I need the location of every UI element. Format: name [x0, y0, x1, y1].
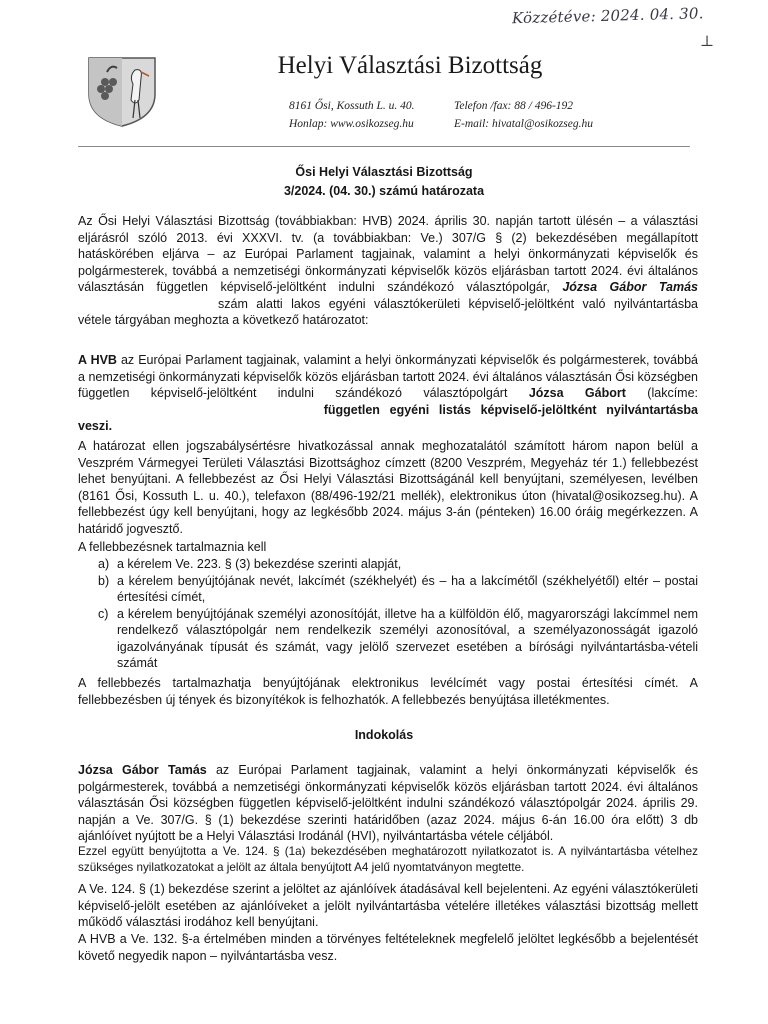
- decision-text: az Európai Parlament tagjainak, valamint a helyi önkormányzati képviselők és polgármesterek, továbbá a nemzetiségi önkormányzati képviselők közös eljárásban tartott 2024. évi általános választásán Ősi községben független képviselő-jelöltként indulni szándékozó választópolgárt: [78, 353, 698, 400]
- decision-subject: A HVB: [78, 353, 117, 367]
- resolution-number: 3/2024. (04. 30.) számú határozata: [283, 184, 485, 198]
- letterhead-contact-block: [454, 97, 593, 133]
- reasoning-submission-paragraph: A Ve. 124. § (1) bekezdése szerint a jelöltet az ajánlóívek átadásával kell bejelenteni. Az egyéni választókerületi képviselő-jelölt esetében az ajánlóíveket a jelölt nyilvántartásba vételére illetékes választási bizottság mellett működő választási irodához kell benyújtani.: [78, 882, 698, 929]
- reasoning-text: az Európai Parlament tagjainak, valamint a helyi önkormányzati képviselők és polgármesterek, továbbá a nemzetiségi önkormányzati képviselők közös eljárásban tartott 2024. évi általános választásán Ősi községben független képviselő-jelöltként indulni szándékozó választópolgár 2024. április 29. napján a Ve. 307/G. § (1) bekezdése szerinti határidőben (azaz 2024. május 6-án 16.00 óra előtt) 3 db ajánlóívet nyújtott be a Helyi Választási Irodánál (HVI), nyilvántartásba vétele céljából.: [78, 763, 698, 843]
- reasoning-candidate-name: Józsa Gábor Tamás: [78, 763, 207, 777]
- document-heading: [78, 163, 690, 201]
- list-marker: a): [98, 557, 110, 571]
- list-item: [78, 573, 698, 606]
- list-marker: c): [98, 606, 109, 621]
- appeal-list-intro: A fellebbezésnek tartalmaznia kell: [78, 540, 267, 554]
- decision-candidate-name: Józsa Gábort: [528, 386, 626, 400]
- intro-text-continued: szám alatti lakos egyéni választókerületi képviselő-jelöltként való nyilvántartásba vétele tárgyában meghozta a következő határozatot:: [78, 296, 698, 327]
- letterhead-phone: Telefon /fax: 88 / 496-192: [454, 100, 574, 112]
- reasoning-heading: Indokolás: [354, 728, 414, 742]
- appeal-requirements-list: [78, 556, 698, 672]
- intro-text: Az Ősi Helyi Választási Bizottság (továbbiakban: HVB) 2024. április 30. napján tartott ülésén – a választási eljárásról szóló 2013. évi XXXVI. tv. (a továbbiakban: Ve.) 307/G § (2) bekezdésében megállapított hatáskörében eljárva – az Európai Parlament tagjainak, valamint a helyi önkormányzati képviselők és polgármesterek, továbbá a nemzetiségi önkormányzati képviselők közös eljárásban tartott 2024. évi általános választásán független képviselő-jelöltként indulni szándékozó választópolgár,: [78, 214, 698, 294]
- letterhead-address: 8161 Ősi, Kossuth L. u. 40.: [289, 100, 415, 112]
- decision-paragraph: [78, 352, 698, 435]
- list-item: [78, 606, 698, 672]
- reasoning-statement-paragraph: Ezzel együtt benyújtotta a Ve. 124. § (1a) bekezdésében meghatározott nyilatkozatot is. A nyilvántartásba vételhez szükséges nyilatkozatokat a jelölt az általa benyújtott A4 jelű nyomtatványon megtette.: [78, 845, 698, 874]
- letterhead-email: E-mail: hivatal@osikozseg.hu: [454, 118, 593, 130]
- list-item: [78, 556, 698, 573]
- list-item-text: a kérelem benyújtójának személyi azonosítóját, illetve ha a külföldön élő, magyarországi lakcímmel nem rendelkező választópolgár nem rendelkezik személyi azonosítóval, a személyazonosságát igazoló igazolványának típusát és számát, vagy jelölő szervezet esetében a bírósági nyilvántartásba-vételi számát: [117, 606, 698, 670]
- appeal-paragraph: A határozat ellen jogszabálysértésre hivatkozással annak meghozatalától számított három napon belül a Veszprém Vármegyei Területi Választási Bizottsághoz címzett (8200 Veszprém, Megyeház tér 1.) fellebbezést lehet benyújtani. A fellebbezést az Ősi Helyi Választási Bizottságánál kell benyújtani, személyesen, levélben (8161 Ősi, Kossuth L. u. 40.), telefaxon (88/496-192/21 mellék), elektronikus úton (hivatal@osikozseg.hu). A fellebbezést úgy kell benyújtani, hogy az legkésőbb 2024. május 3-án (pénteken) 16.00 óráig megérkezzen. A határidő jogvesztő.: [78, 439, 698, 536]
- handwritten-publication-note: Közzétéve: 2024. 04. 30.: [511, 4, 704, 28]
- municipal-crest-icon: [83, 54, 161, 128]
- appeal-closing-paragraph: A fellebbezés tartalmazhatja benyújtójának elektronikus levélcímét vagy postai értesítési címét. A fellebbezésben új tények és bizonyítékok is felhozhatók. A fellebbezés benyújtása illetékmentes.: [78, 676, 698, 707]
- issuer-title: Ősi Helyi Választási Bizottság: [295, 165, 473, 179]
- list-item-text: a kérelem benyújtójának nevét, lakcímét (székhelyét) és – ha a lakcímétől (székhelyétől) eltér – postai értesítési címét,: [117, 573, 698, 604]
- reasoning-final-paragraph: A HVB a Ve. 132. §-a értelmében minden a törvényes feltételeknek megfelelő jelöltet legkésőbb a bejelentését követő negyedik napon – nyilvántartásba vesz.: [78, 932, 698, 963]
- intro-candidate-name: Józsa Gábor Tamás: [562, 280, 699, 294]
- decision-text-continued: (lakcíme:: [647, 386, 698, 400]
- intro-paragraph: [78, 213, 698, 329]
- list-item-text: a kérelem Ve. 223. § (3) bekezdése szerinti alapját,: [117, 557, 402, 571]
- letterhead-divider: [78, 146, 690, 147]
- handwritten-signature-mark: ⊥: [700, 32, 715, 50]
- list-marker: b): [98, 573, 110, 588]
- letterhead-website: Honlap: www.osikozseg.hu: [289, 118, 414, 130]
- letterhead-title: Helyi Választási Bizottság: [277, 52, 543, 79]
- reasoning-paragraph: [78, 762, 698, 845]
- letterhead-address-block: [289, 97, 415, 133]
- decision-result: független egyéni listás képviselő-jelöltként nyilvántartásba veszi.: [78, 402, 698, 433]
